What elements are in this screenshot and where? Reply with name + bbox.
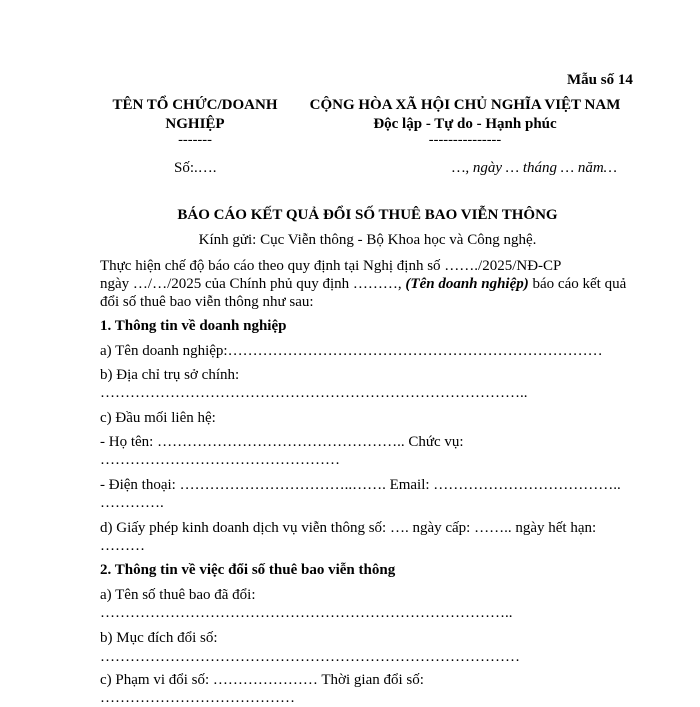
org-name-line2: NGHIỆP [165,116,225,132]
org-name-line1: TÊN TỔ CHỨC/DOANH [112,97,278,113]
country-motto: Độc lập - Tự do - Hạnh phúc [373,116,557,132]
changed-number-dots: ……………………………………………………………………….. [100,605,513,621]
contact-name-line: - Họ tên: ………………………………………….. Chức vụ: [100,434,464,450]
changed-number-label: a) Tên số thuê bao đã đổi: [100,587,256,603]
contact-phone-dots: …………. [100,495,164,511]
company-name-field: a) Tên doanh nghiệp:………………………………………………………………… [100,343,603,359]
company-name-placeholder: (Tên doanh nghiệp) [405,276,529,292]
head-office-dots: ………………………………………………………………………….. [100,385,528,401]
intro-line-2 [100,276,626,293]
document-number: Số:.…. [174,160,217,176]
scope-line: c) Phạm vi đổi số: ………………… Thời gian đổi số: [100,672,424,688]
date-line: …, ngày … tháng … năm… [452,160,618,176]
contact-phone-line: - Điện thoại: ……………………………..……. Email: ……………………………….. [100,477,621,493]
license-line: d) Giấy phép kinh doanh dịch vụ viễn thông số: …. ngày cấp: …….. ngày hết hạn: [100,520,597,536]
form-number: Mẫu số 14 [567,72,633,88]
scope-dots: ………………………………… [100,690,295,706]
intro-line-2-tail: báo cáo kết quả [528,276,627,292]
country-name: CỘNG HÒA XÃ HỘI CHỦ NGHĨA VIỆT NAM [309,97,621,113]
purpose-dots: ………………………………………………………………………… [100,649,520,665]
section-2-heading: 2. Thông tin về việc đổi số thuê bao viễn thông [100,562,396,578]
license-dots: ……… [100,538,145,554]
country-divider: --------------- [428,132,502,148]
report-title: BÁO CÁO KẾT QUẢ ĐỔI SỐ THUÊ BAO VIỄN THÔNG [177,207,558,223]
contact-label: c) Đầu mối liên hệ: [100,410,216,426]
intro-line-2-text: ngày …/…/2025 của Chính phủ quy định ………, [100,276,406,292]
intro-line-3: đổi số thuê bao viễn thông như sau: [100,294,314,310]
intro-line-1: Thực hiện chế độ báo cáo theo quy định tại Nghị định số ……./2025/NĐ-CP [100,258,562,274]
section-1-heading: 1. Thông tin về doanh nghiệp [100,318,287,334]
recipient-line: Kính gửi: Cục Viễn thông - Bộ Khoa học và Công nghệ. [198,232,537,248]
head-office-label: b) Địa chỉ trụ sở chính: [100,367,240,383]
org-divider: ------- [178,132,212,148]
purpose-label: b) Mục đích đổi số: [100,630,218,646]
contact-name-dots: ………………………………………… [100,452,340,468]
